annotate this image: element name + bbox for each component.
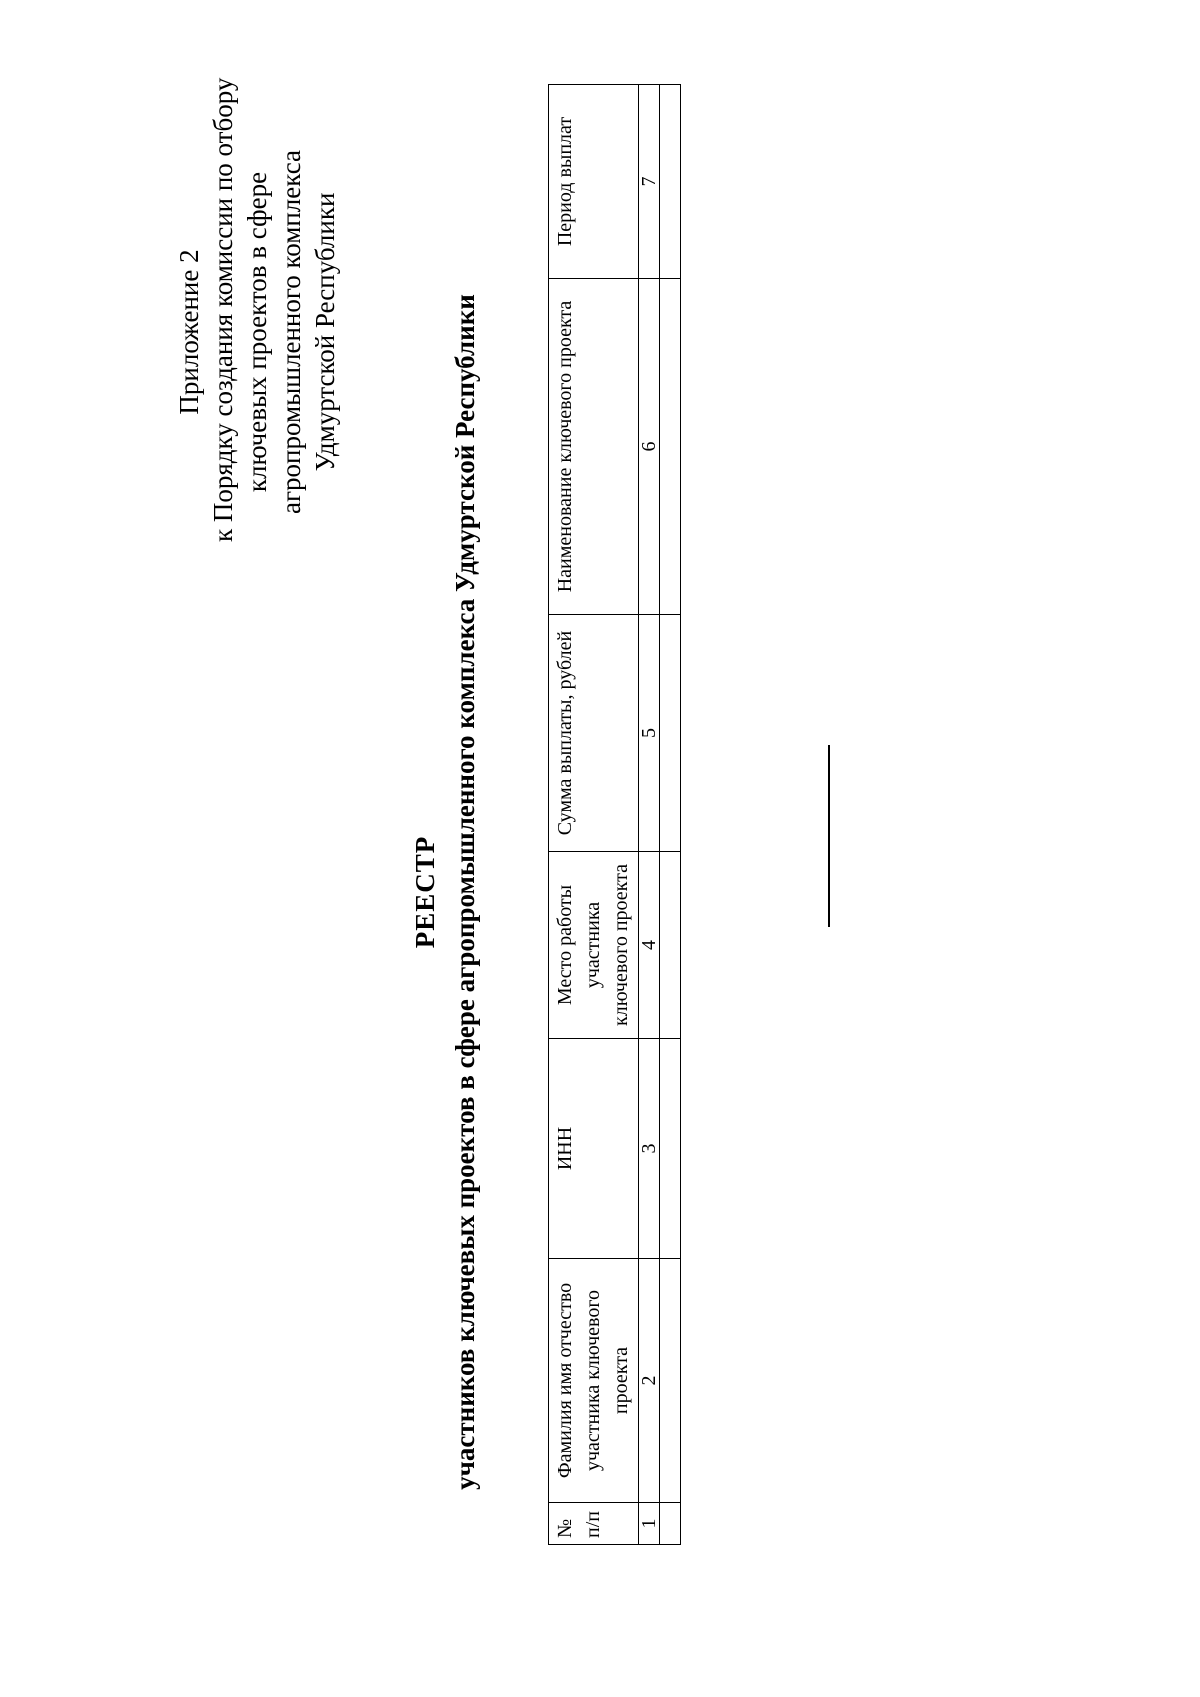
appendix-block: [172, 77, 342, 542]
closing-line: [828, 745, 830, 927]
header-cell-payment-period: Период выплат: [549, 85, 639, 279]
empty-cell: [660, 852, 681, 1039]
column-number-cell: 3: [639, 1039, 660, 1259]
table-header-row: [549, 85, 639, 1545]
empty-cell: [660, 1259, 681, 1503]
empty-cell: [660, 85, 681, 279]
appendix-line: ключевых проектов в сфере: [242, 171, 272, 493]
empty-cell: [660, 615, 681, 852]
header-cell-inn: ИНН: [549, 1039, 639, 1259]
appendix-line: к Порядку создания комиссии по отбору: [208, 77, 238, 542]
title-main: РЕЕСТР: [410, 835, 440, 949]
column-number-cell: 7: [639, 85, 660, 279]
column-number-cell: 2: [639, 1259, 660, 1503]
column-number-cell: 6: [639, 279, 660, 615]
appendix-line: Приложение 2: [174, 249, 204, 415]
registry-table: [548, 84, 681, 1545]
empty-data-row: [660, 85, 681, 1545]
appendix-line: Удмуртской Республики: [310, 192, 340, 472]
column-number-cell: 5: [639, 615, 660, 852]
empty-cell: [660, 279, 681, 615]
title-subtitle: участников ключевых проектов в сфере агропромышленного комплекса Удмуртской Республики: [450, 294, 480, 1490]
header-cell-payment-amount: Сумма выплаты, рублей: [549, 615, 639, 852]
header-cell-full-name: Фамилия имя отчество участника ключевого проекта: [549, 1259, 639, 1503]
header-cell-project-name: Наименование ключевого проекта: [549, 279, 639, 615]
empty-cell: [660, 1503, 681, 1545]
appendix-line: агропромышленного комплекса: [276, 150, 306, 514]
header-cell-workplace: Место работы участника ключевого проекта: [549, 852, 639, 1039]
header-cell-number: № п/п: [549, 1503, 639, 1545]
column-number-cell: 1: [639, 1503, 660, 1545]
column-number-row: [639, 85, 660, 1545]
document-title: [408, 267, 482, 1517]
column-number-cell: 4: [639, 852, 660, 1039]
empty-cell: [660, 1039, 681, 1259]
